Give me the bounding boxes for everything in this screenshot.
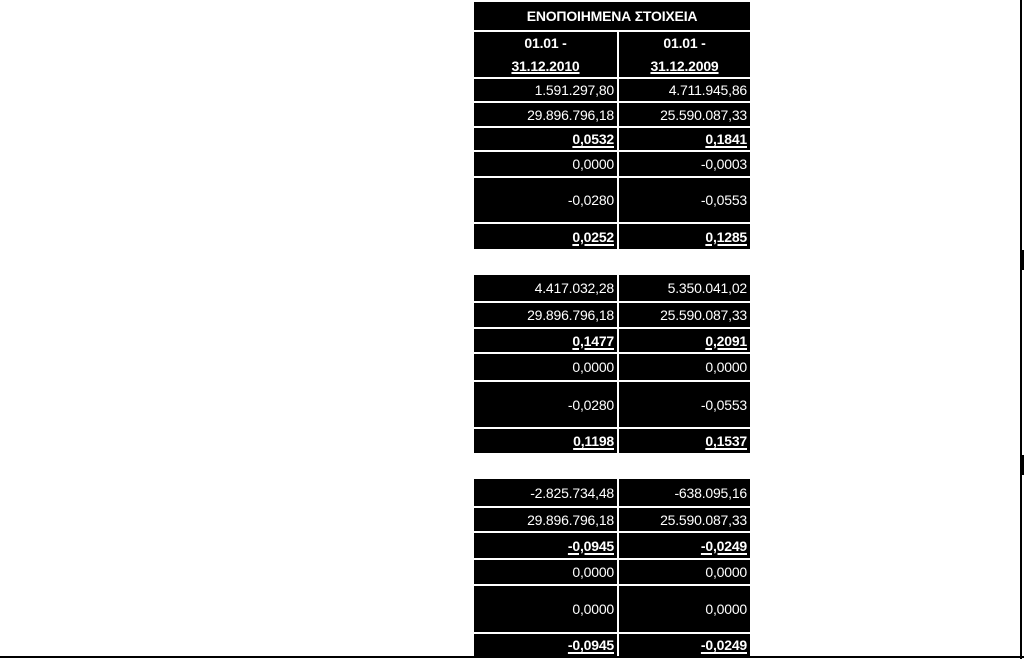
table-cell: 0,2091 — [705, 332, 747, 349]
page-edge-right — [1020, 0, 1022, 659]
table-cell: 25.590.087,33 — [660, 307, 747, 323]
table-cell: 4.711.945,86 — [668, 82, 747, 98]
table-cell: -0,0945 — [567, 637, 614, 653]
table-cell: 25.590.087,33 — [660, 106, 747, 123]
table-cell: 1.591.297,80 — [534, 82, 614, 98]
table-cell: 0,1537 — [705, 433, 747, 449]
table-cell: 0,1477 — [572, 332, 614, 349]
page-edge-bottom — [0, 656, 1024, 658]
table-cell: 0,1285 — [705, 228, 747, 245]
table-cell: -0,0249 — [700, 537, 747, 554]
table-cell: 0,0000 — [705, 359, 747, 375]
table-cell: -2.825.734,48 — [530, 484, 614, 501]
table-cell: 29.896.796,18 — [527, 106, 614, 123]
table-cell: 29.896.796,18 — [527, 511, 614, 528]
table-cell: -0,0280 — [567, 192, 614, 208]
consolidated-table-block-3 — [474, 479, 750, 656]
table-cell: -0,0280 — [567, 396, 614, 413]
table-cell: -0,0945 — [567, 537, 614, 554]
column-header-2010: 01.01 - 31.12.2010 — [511, 34, 580, 74]
table-cell: 29.896.796,18 — [527, 307, 614, 323]
table-cell: 0,0000 — [572, 156, 614, 172]
table-cell: -0,0553 — [700, 396, 747, 413]
table-cell: 4.417.032,28 — [534, 280, 614, 296]
column-header-2009: 01.01 - 31.12.2009 — [650, 34, 719, 74]
table-cell: -0,0003 — [700, 156, 747, 172]
table-cell: 0,0000 — [705, 601, 747, 617]
table-cell: -0,0249 — [700, 637, 747, 653]
table-cell: 0,0000 — [572, 359, 614, 375]
consolidated-table-block-1 — [474, 2, 750, 249]
table-cell: 0,0000 — [572, 601, 614, 617]
consolidated-table-block-2 — [474, 275, 750, 453]
table-cell: 0,1198 — [573, 433, 614, 449]
table-cell: 0,0000 — [572, 564, 614, 580]
table-cell: 0,0532 — [572, 131, 614, 147]
table-title: ΕΝΟΠΟΙΗΜΕΝΑ ΣΤΟΙΧΕΙΑ — [526, 8, 698, 24]
table-cell: 0,1841 — [705, 131, 747, 147]
table-cell: -638.095,16 — [674, 484, 747, 501]
table-cell: 25.590.087,33 — [660, 511, 747, 528]
table-cell: 0,0000 — [705, 564, 747, 580]
table-cell: 5.350.041,02 — [667, 280, 747, 296]
table-cell: -0,0553 — [700, 192, 747, 208]
table-cell: 0,0252 — [572, 228, 614, 245]
